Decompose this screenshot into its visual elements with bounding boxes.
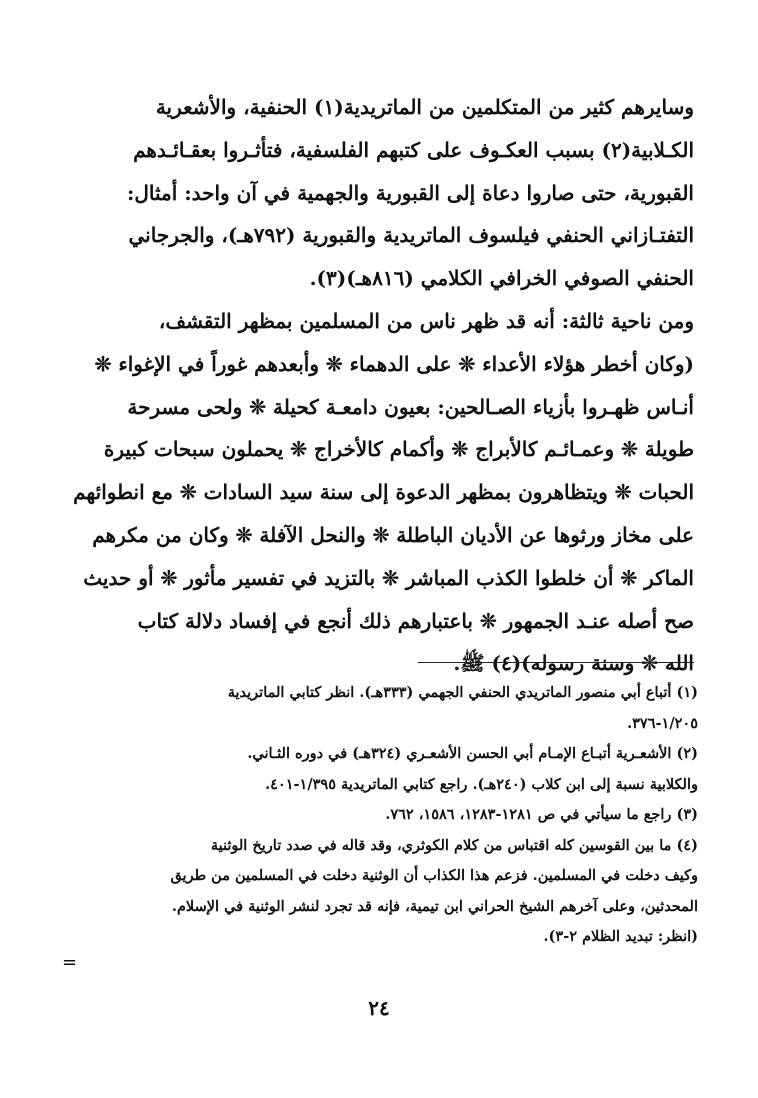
- footnote-line-7: وكيف دخلت في المسلمين. فزعم هذا الكذاب أن الوثنية دخلت في المسلمين من طريق: [170, 867, 698, 884]
- text-line-4: التفتـازاني الحنفي فيلسوف الماتريدية والقبورية (٧٩٢هـ)، والجرجاني: [128, 223, 694, 248]
- text-line-1: وسايرهم كثير من المتكلمين من الماتريدية(١) الحنفية، والأشعرية: [155, 95, 694, 119]
- footnote-line-3: (٢) الأشعـرية أتبـاع الإمـام أبي الحسن الأشعـري (٣٢٤هـ) في دوره الثـاني.: [247, 745, 698, 762]
- footnote-line-1: (١) أتباع أبي منصور الماتريدي الحنفي الجهمي (٣٣٣هـ). انظر كتابي الماتريدية: [227, 684, 698, 701]
- footnote-line-6: (٤) ما بين القوسين كله اقتباس من كلام الكوثري، وقد قاله في صدد تاريخ الوثنية: [210, 836, 698, 854]
- text-line-13: صح أصله عنـد الجمهور ❊ باعتبارهم ذلك أنجع في إفساد دلالة كتاب: [137, 608, 694, 633]
- text-line-14: الله ❊ وسنة رسوله)(٤) ﷺ.: [453, 651, 694, 676]
- text-line-3: القبورية، حتى صاروا دعاة إلى القبورية والجهمية في آن واحد: أمثال:: [126, 180, 694, 205]
- text-line-2: الكـلابية(٢) بسبب العكـوف على كتبهم الفلسفية، فتأثـروا بعقـائـدهم: [133, 137, 694, 162]
- text-line-7: (وكان أخطر هؤلاء الأعداء ❊ على الدهماء ❊ وأبعدهم غوراً في الإغواء ❊: [94, 351, 694, 376]
- text-line-5: الحنفي الصوفي الخرافي الكلامي (٨١٦هـ)(٣).: [309, 266, 694, 291]
- footnote-line-2: ١/٢٠٥-٣٧٦.: [627, 714, 698, 732]
- text-line-8: أنـاس ظهـروا بأزياء الصـالحين: بعيون دامعـة كحيلة ❊ ولحى مسرحة: [127, 394, 694, 419]
- footnotes: [62, 678, 698, 953]
- footnote-line-8: المحدثين، وعلى آخرهم الشيخ الحراني ابن تيمية، فإنه قد تجرد لنشر الوثنية في الإسلام.: [171, 897, 698, 915]
- footnote-line-5: (٣) راجع ما سيأتي في ص ١٢٨١-١٢٨٣، ١٥٨٦، ٧٦٢.: [385, 806, 698, 823]
- text-line-6: ومن ناحية ثالثة: أنه قد ظهر ناس من المسلمين بمظهر التقشف،: [158, 308, 694, 333]
- main-text: [62, 86, 694, 685]
- text-line-11: على مخاز ورثوها عن الأديان الباطلة ❊ والنحل الآفلة ❊ وكان من مكرهم: [92, 522, 694, 547]
- page-number: ٢٤: [368, 996, 390, 1020]
- footnote-line-9: (انظر: تبديد الظلام ٢-٣).: [543, 928, 698, 945]
- footnote-separator: [418, 662, 694, 663]
- footnote-line-4: والكلابية نسبة إلى ابن كلاب (٢٤٠هـ). راجع كتابي الماتريدية ١/٣٩٥-٤٠١.: [265, 775, 698, 793]
- text-line-10: الحبات ❊ ويتظاهرون بمظهر الدعوة إلى سنة سيد السادات ❊ مع انطوائهم: [73, 480, 694, 505]
- margin-mark: =: [62, 952, 78, 973]
- text-line-9: طويلة ❊ وعمـائـم كالأبراج ❊ وأكمام كالأخراج ❊ يحملون سبحات كبيرة: [103, 437, 694, 462]
- text-line-12: الماكر ❊ أن خلطوا الكذب المباشر ❊ بالتزيد في تفسير مأثور ❊ أو حديث: [83, 565, 694, 590]
